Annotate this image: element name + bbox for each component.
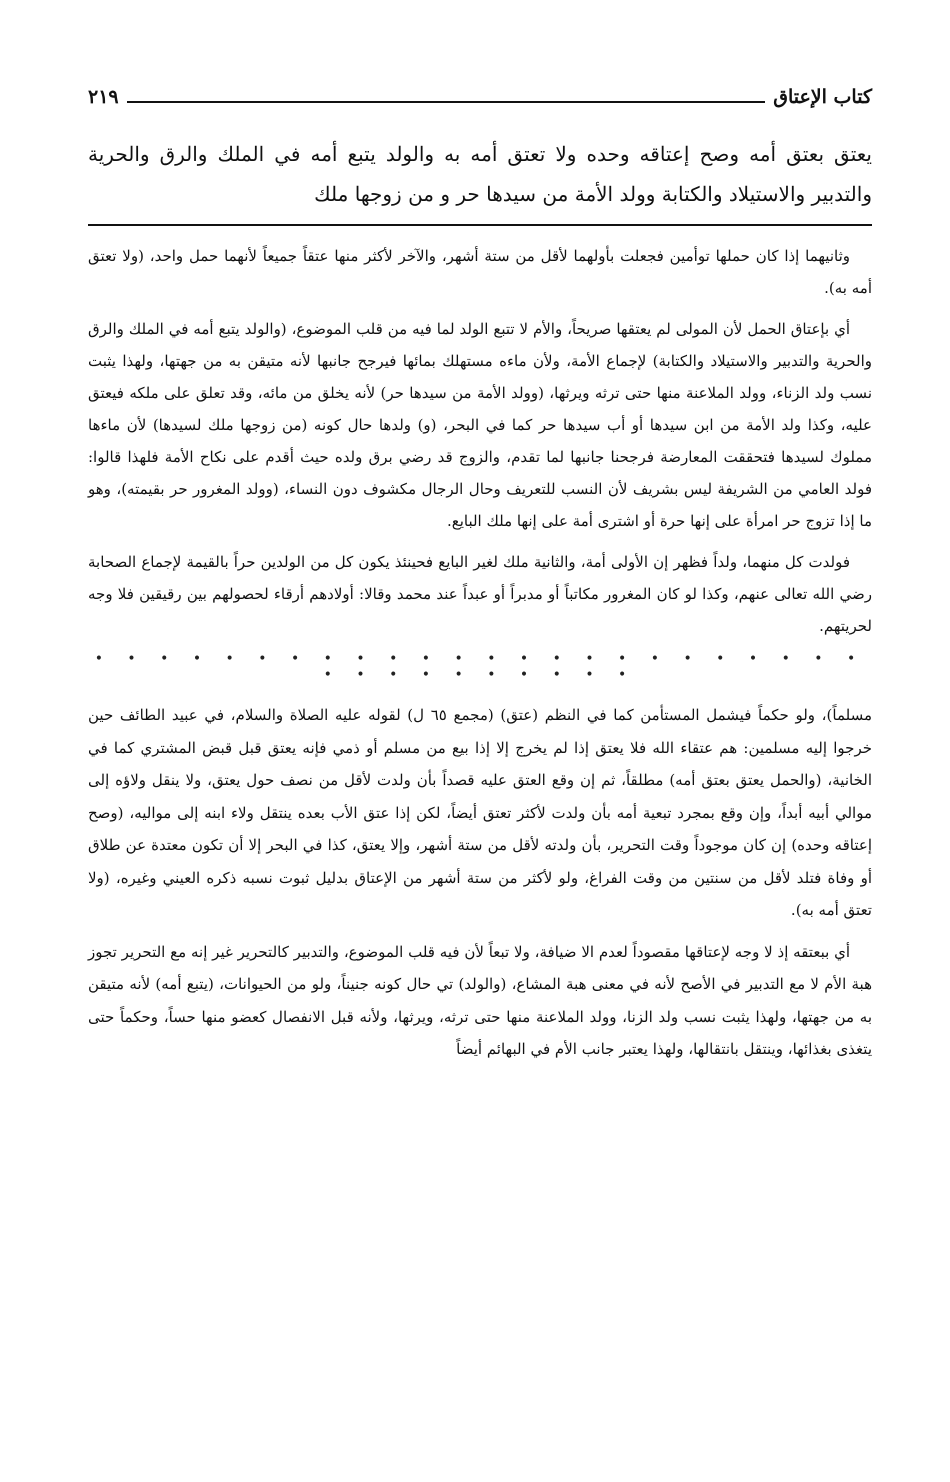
main-text: يعتق بعتق أمه وصح إعتاقه وحده ولا تعتق أمه به والولد يتبع أمه في الملك والرق والحرية والتدبير والاستيلاد والكتابة وولد الأمة من سيدها حر و من زوجها ملك [88,142,872,206]
commentary-paragraph: أي ببعتقه إذ لا وجه لإعتاقها مقصوداً لعدم الا ضيافة، ولا تبعاً لأن فيه قلب الموضوع، والتدبير كالتحرير غير إنه مع التحرير تجوز هبة الأم لا مع التدبير في الأصح لأنه في معنى هبة المشاع، (والولد) تي حال كونه جنيناً، ولو من الحيوانات، (يتبع أمه) لأنه متيقن به من جهتها، ولهذا يثبت نسب ولد الزنا، وولد الملاعنة منها حتى ترثه، ويرثها، ولأنه قبل الانفصال كعضو منها حساً، وحكماً حتى يتغذى بغذائها، وينتقل بانتقالها، ولهذا يعتبر جانب الأم في البهائم أيضاً [88,942,872,1058]
dotted-separator: • • • • • • • • • • • • • • • • • • • • • • • • • • • • • • • • • • [94,651,866,683]
commentary-paragraph: مسلماً)، ولو حكماً فيشمل المستأمن كما في النظم (عتق) (مجمع ٦٥ ل) لقوله عليه الصلاة والسلام، في عبيد الطائف حين خرجوا إليه مسلمين: هم عتقاء الله فلا يعتق إذا لم يخرج إلا إذا بيع من مسلم أو ذمي فإنه يعتق قبل قبض المشتري كما في الخانية، (والحمل يعتق بعتق أمه) مطلقاً، ثم إن وقع العتق عليه قصداً بأن ولدت لأقل من نصف حول يعتق، ولا ينقل ولاؤه إلى موالي أبيه أبداً، وإن وقع بمجرد تبعية أمه بأن ولدت لأكثر تعتق أيضاً، لكن إذا عتق الأب بعده ينتقل ولاء ابنه إلى مواليه، (وصح إعتاقه وحده) إن كان موجوداً وقت التحرير، بأن ولدته لأقل من ستة أشهر، وإلا يعتق، كذا في البحر إلا أن تكون معتدة عن طلاق أو وفاة فتلد لأقل من سنتين من وقت الفراغ، ولو لأكثر من ستة أشهر من الإعتاق بدليل ثبوت نسبه ذكره العيني وغيره، (ولا تعتق أمه به). [88,706,872,919]
commentary-one [88,240,872,642]
commentary-paragraph: أي بإعتاق الحمل لأن المولى لم يعتقها صريحاً، والأم لا تتبع الولد لما فيه من قلب الموضوع، (والولد يتبع أمه في الملك والرق والحرية والتدبير والاستيلاد والكتابة) لإجماع الأمة، ولأن ماءه مستهلك بمائها فيرجح جانبها لأنه متيقن به من جهتها، ولهذا يثبت نسب ولد الزناء، وولد الملاعنة منها حتى ترثه ويرثها، (وولد الأمة من سيدها حر) لأنه يخلق من مائه، وقد تعلق على ملكه فيعتق عليه، وكذا ولد الأمة من ابن سيدها أو أب سيدها حر كما في البحر، (و) ولدها حال كونه (من زوجها ملك لسيدها) لأن ماءها مملوك لسيدها فتحققت المعارضة فرجحنا جانبها لما تقدم، والزوج قد رضي برق ولده حيث أقدم على نكاح الأمة فلهذا قالوا: فولد العامي من الشريفة ليس بشريف لأن النسب للتعريف وحال الرجال مكشوف دون النساء، (وولد المغرور حر بقيمته)، وهو ما إذا تزوج حر امرأة على إنها حرة أو اشترى أمة على إنها ملك البايع. [88,320,872,530]
commentary-two [88,699,872,1066]
book-title: كتاب الإعتاق [773,86,872,108]
commentary-paragraph: فولدت كل منهما، ولداً فظهر إن الأولى أمة، والثانية ملك لغير البايع فحينئذ يكون كل من الولدين حراً بالقيمة لإجماع الصحابة رضي الله تعالى عنهم، وكذا لو كان المغرور مكاتباً أو مدبراً أو عبداً عند محمد وقالا: أولادهم أرقاء لحصولهم بين رقيقين فلا وجه لحريتهم. [88,553,872,635]
header-rule [127,101,766,103]
main-text-divider [88,224,872,226]
book-page [88,80,872,1460]
page-number: ٢١٩ [88,86,119,108]
commentary-paragraph: وثانيهما إذا كان حملها توأمين فجعلت بأولهما لأقل من ستة أشهر، والآخر لأكثر منها عتقاً جميعاً لأنهما حمل واحد، (ولا تعتق أمه به). [88,247,872,297]
running-header [88,80,872,114]
